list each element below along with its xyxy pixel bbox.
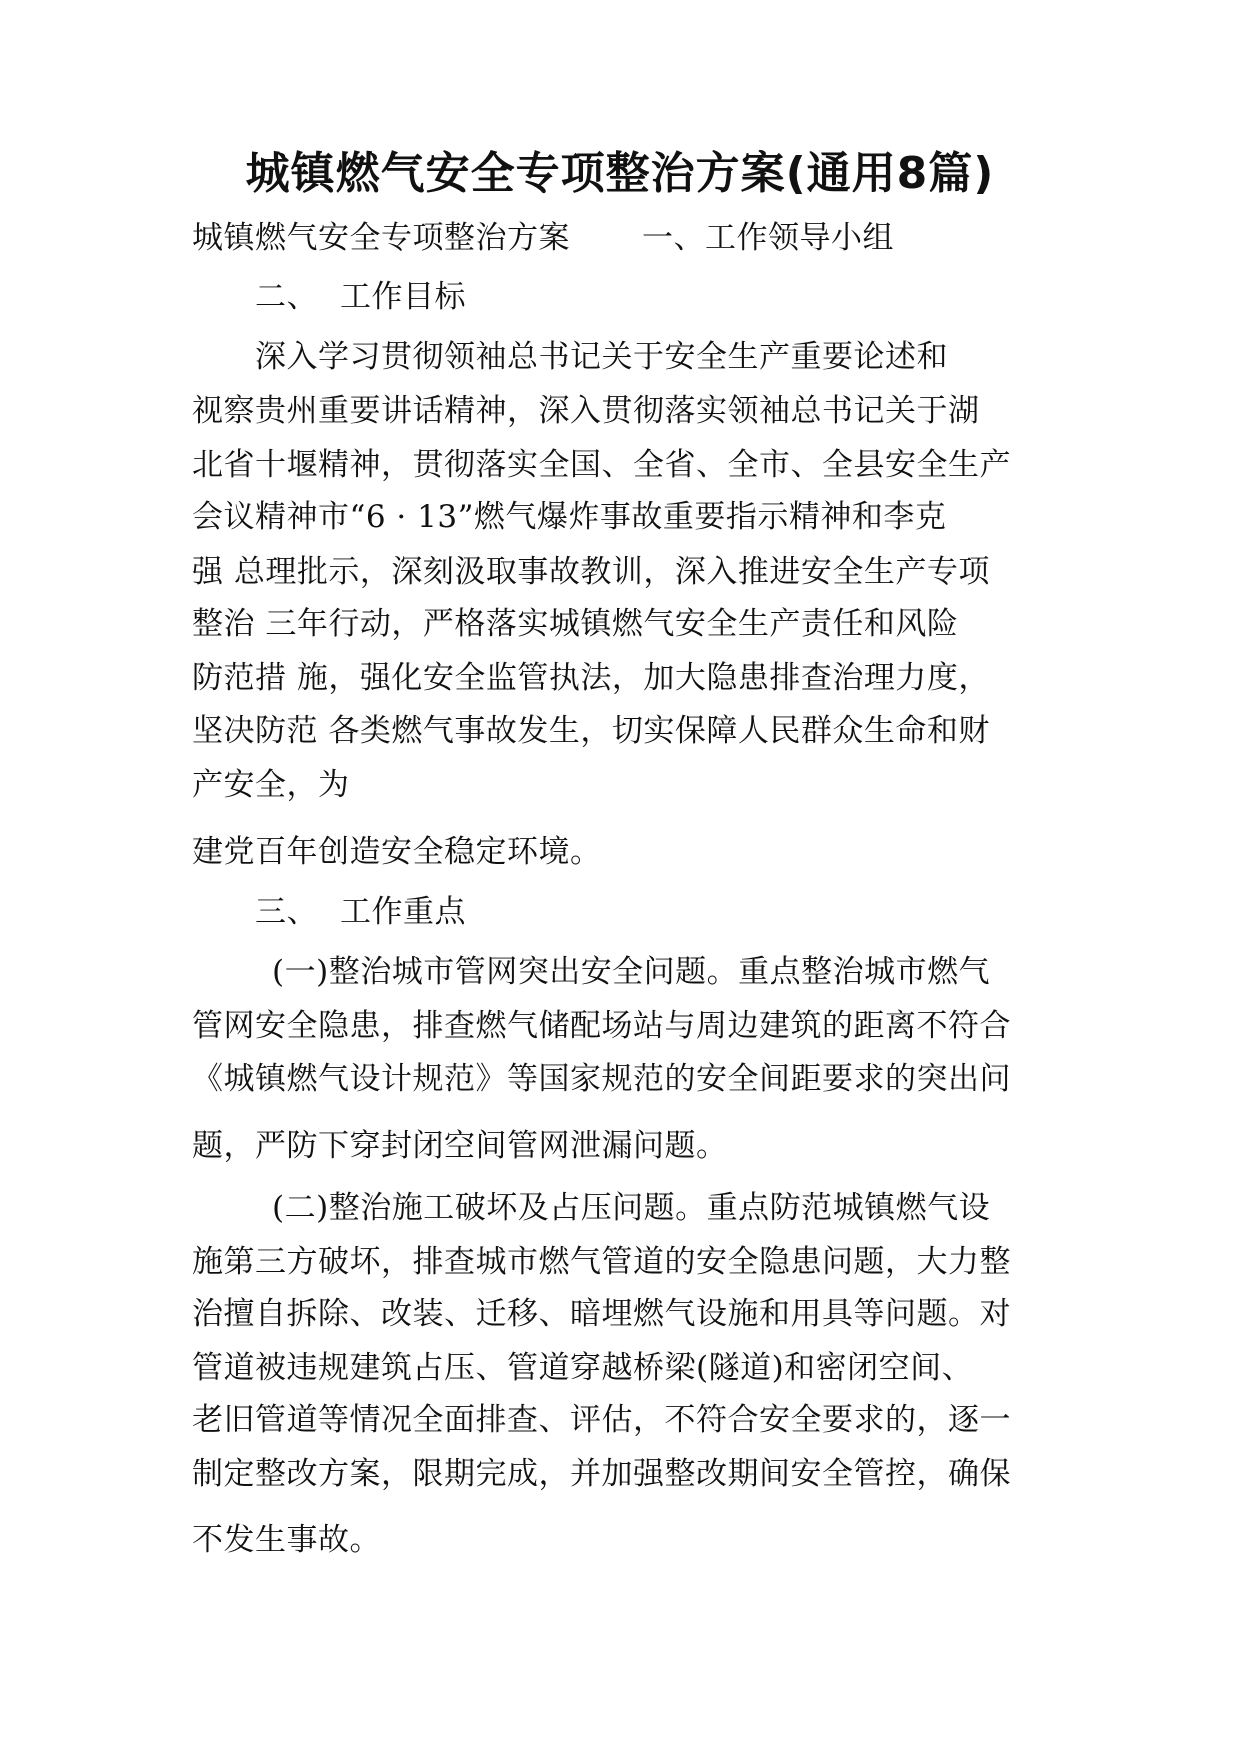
document-title: 城镇燃气安全专项整治方案(通用8篇) [245,148,995,199]
paragraph-line: 建党百年创造安全稳定环境。 [192,834,602,870]
paragraph-line: 产安全，为 [192,767,350,803]
section-number: 二、 [255,279,318,315]
paragraph-line: 管道被违规建筑占压、管道穿越桥梁(隧道)和密闭空间、 [192,1350,974,1386]
section-title: 工作重点 [340,894,466,930]
section-heading-2 [255,277,466,317]
paragraph-line: 坚决防范 各类燃气事故发生，切实保障人民群众生命和财 [192,713,990,749]
heading-line [192,218,894,258]
paragraph-line: 会议精神市“6 · 13”燃气爆炸事故重要指示精神和李克 [192,499,947,535]
paragraph-line: 施第三方破坏，排查城市燃气管道的安全隐患问题，大力整 [192,1244,1011,1280]
paragraph-line: 《城镇燃气设计规范》等国家规范的安全间距要求的突出问 [192,1061,1011,1097]
section-number: 三、 [255,894,318,930]
paragraph-line: 管网安全隐患，排查燃气储配场站与周边建筑的距离不符合 [192,1008,1011,1044]
paragraph-line: 题，严防下穿封闭空间管网泄漏问题。 [192,1128,728,1164]
paragraph-line: 老旧管道等情况全面排查、评估，不符合安全要求的，逐一 [192,1402,1011,1438]
paragraph-line: (二)整治施工破坏及占压问题。重点防范城镇燃气设 [272,1190,991,1226]
paragraph-line: 制定整改方案，限期完成，并加强整改期间安全管控，确保 [192,1456,1011,1492]
section-title: 工作目标 [340,279,466,315]
paragraph-line: 不发生事故。 [192,1522,381,1558]
heading-right: 一、工作领导小组 [642,220,894,256]
paragraph-line: 视察贵州重要讲话精神，深入贯彻落实领袖总书记关于湖 [192,393,980,429]
paragraph-line: 防范措 施，强化安全监管执法，加大隐患排查治理力度， [192,660,990,696]
paragraph-line: 北省十堰精神，贯彻落实全国、全省、全市、全县安全生产 [192,447,1011,483]
paragraph-line: 强 总理批示，深刻汲取事故教训，深入推进安全生产专项 [192,554,990,590]
paragraph-line: 治擅自拆除、改装、迁移、暗埋燃气设施和用具等问题。对 [192,1296,1011,1332]
heading-left: 城镇燃气安全专项整治方案 [192,220,570,256]
paragraph-line: 深入学习贯彻领袖总书记关于安全生产重要论述和 [255,339,948,375]
paragraph-line: (一)整治城市管网突出安全问题。重点整治城市燃气 [272,954,991,990]
section-heading-3 [255,892,466,932]
paragraph-line: 整治 三年行动，严格落实城镇燃气安全生产责任和风险 [192,606,959,642]
